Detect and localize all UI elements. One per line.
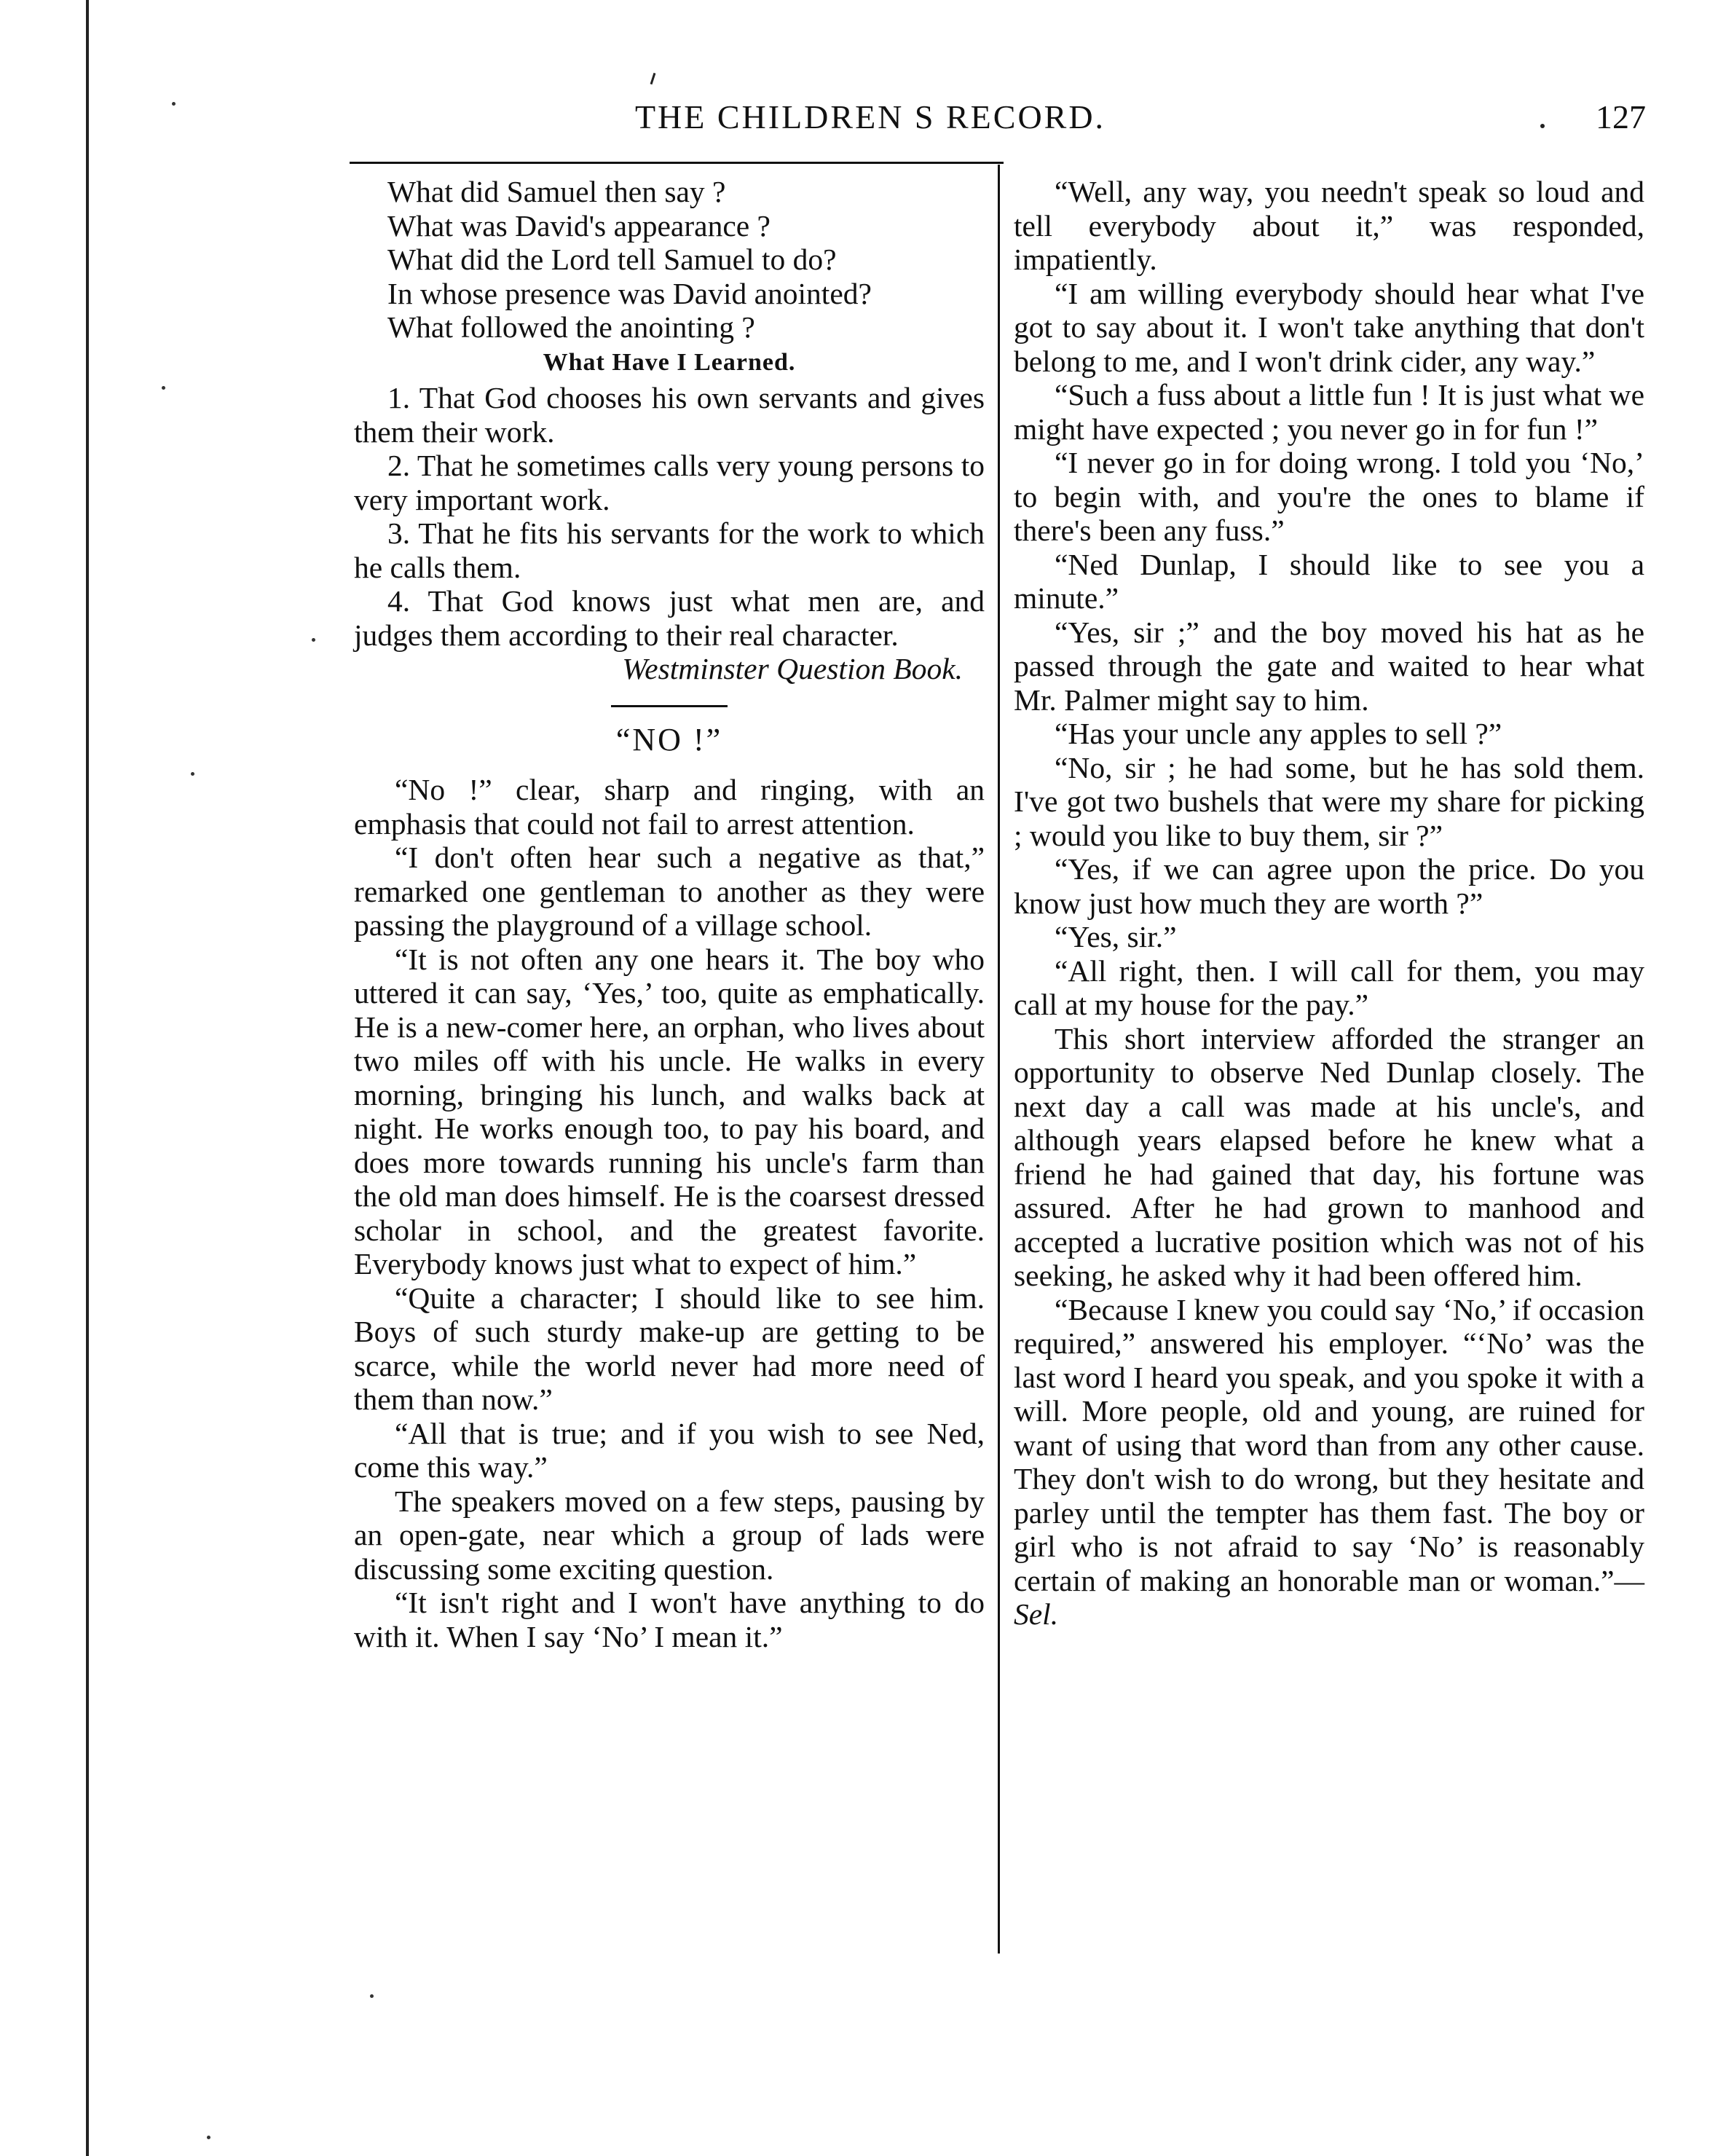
story-paragraph: “Yes, sir ;” and the boy moved his hat as he passed through the gate and waited to hear what Mr. Palmer might say to him. (1014, 615, 1644, 717)
story-paragraph: “Ned Dunlap, I should like to see you a minute.” (1014, 547, 1644, 615)
story-paragraph: “No, sir ; he had some, but he has sold them. I've got two bushels that were my share for picking ; would you like to buy them, sir ?” (1014, 750, 1644, 852)
story-paragraph: “Quite a character; I should like to see him. Boys of such sturdy make-up are getting to be scarce, while the world never had more need of them than now.” (354, 1280, 985, 1416)
running-header (95, 93, 1646, 140)
story-paragraph (1014, 1293, 1644, 1632)
learned-item: 3. That he fits his servants for the work to which he calls them. (354, 516, 985, 584)
story-paragraph: “It isn't right and I won't have anything to do with it. When I say ‘No’ I mean it.” (354, 1586, 985, 1653)
print-speck (207, 2136, 210, 2139)
print-speck (191, 772, 194, 776)
section-heading: What Have I Learned. (543, 348, 796, 376)
print-speck (312, 638, 315, 642)
question-line: What was David's appearance ? (387, 208, 771, 243)
question-line: In whose presence was David anointed? (387, 276, 872, 310)
story-paragraph: “I never go in for doing wrong. I told you ‘No,’ to begin with, and you're the ones to blame if there's been any fuss.” (1014, 446, 1644, 547)
story-paragraph: “Such a fuss about a little fun ! It is just what we might have expected ; you never go in for fun !” (1014, 378, 1644, 446)
header-rule (350, 162, 1004, 164)
section-divider (611, 705, 728, 707)
question-line: What did the Lord tell Samuel to do? (387, 243, 837, 276)
learned-item: 4. That God knows just what men are, and judges them according to their real character. (354, 584, 985, 652)
print-speck (162, 386, 165, 390)
story-paragraph: “It is not often any one hears it. The boy who uttered it can say, ‘Yes,’ too, quite as emphatically. He is a new-comer here, an orphan, who lives about two miles off with his uncle. He walks in every morning, bringing his lunch, and walks back at night. He works enough too, to pay his board, and does more towards running his uncle's farm than the old man does himself. He is the coarsest dressed scholar in school, and the greatest favorite. Everybody knows just what to expect of him.” (354, 942, 985, 1280)
story-paragraph: “Well, any way, you needn't speak so loud and tell everybody about it,” was responded, impatiently. (1014, 175, 1644, 276)
right-column (1014, 175, 1644, 1632)
question-line: What followed the anointing ? (387, 310, 755, 344)
story-paragraph: “Yes, if we can agree upon the price. Do you know just how much they are worth ?” (1014, 852, 1644, 920)
story-paragraph: “I am willing everybody should hear what I've got to say about it. I won't take anything that don't belong to me, and I won't drink cider, any way.” (1014, 276, 1644, 378)
print-speck (370, 1994, 374, 1998)
question-line: What did Samuel then say ? (387, 175, 726, 208)
page-number: 127 (1596, 98, 1646, 135)
signature: Sel. (1014, 1597, 1059, 1631)
source-citation: Westminster Question Book. (622, 652, 963, 685)
binding-edge-line (86, 0, 89, 2156)
story-paragraph: “All right, then. I will call for them, you may call at my house for the pay.” (1014, 953, 1644, 1021)
column-divider (998, 165, 1000, 1954)
left-column (354, 175, 985, 1653)
story-paragraph: “I don't often hear such a negative as that,” remarked one gentleman to another as they were passing the playground of a village school. (354, 841, 985, 942)
print-mark (650, 73, 656, 84)
story-title: “NO !” (615, 721, 723, 758)
story-paragraph: “Has your uncle any apples to sell ?” (1055, 717, 1502, 750)
closing-paragraph-text: “Because I knew you could say ‘No,’ if occasion required,” answered his employer. “‘No’ was the last word I heard you speak, and you spoke it with a will. More people, old and young, are ruined for want of using that word than from any other cause. They don't wish to do wrong, but they hesitate and parley until the tempter has them fast. The boy or girl who is not afraid to say ‘No’ is reasonably certain of making an honorable man or woman.”— (1014, 1292, 1644, 1597)
learned-item: 2. That he sometimes calls very young persons to very important work. (354, 449, 985, 516)
story-paragraph: This short interview afforded the stranger an opportunity to observe Ned Dunlap closely. The next day a call was made at his uncle's, and although years elapsed before he knew what a friend he had gained that day, his fortune was assured. After he had grown to manhood and accepted a lucrative position which was not of his seeking, he asked why it had been offered him. (1014, 1021, 1644, 1292)
print-speck (1540, 124, 1545, 128)
story-paragraph: “No !” clear, sharp and ringing, with an emphasis that could not fail to arrest attention. (354, 773, 985, 841)
journal-title: THE CHILDREN S RECORD. (634, 98, 1106, 135)
story-paragraph: “Yes, sir.” (1055, 920, 1177, 953)
story-paragraph: “All that is true; and if you wish to see Ned, come this way.” (354, 1416, 985, 1484)
learned-item: 1. That God chooses his own servants and gives them their work. (354, 381, 985, 449)
story-paragraph: The speakers moved on a few steps, pausing by an open-gate, near which a group of lads were discussing some exciting question. (354, 1484, 985, 1586)
